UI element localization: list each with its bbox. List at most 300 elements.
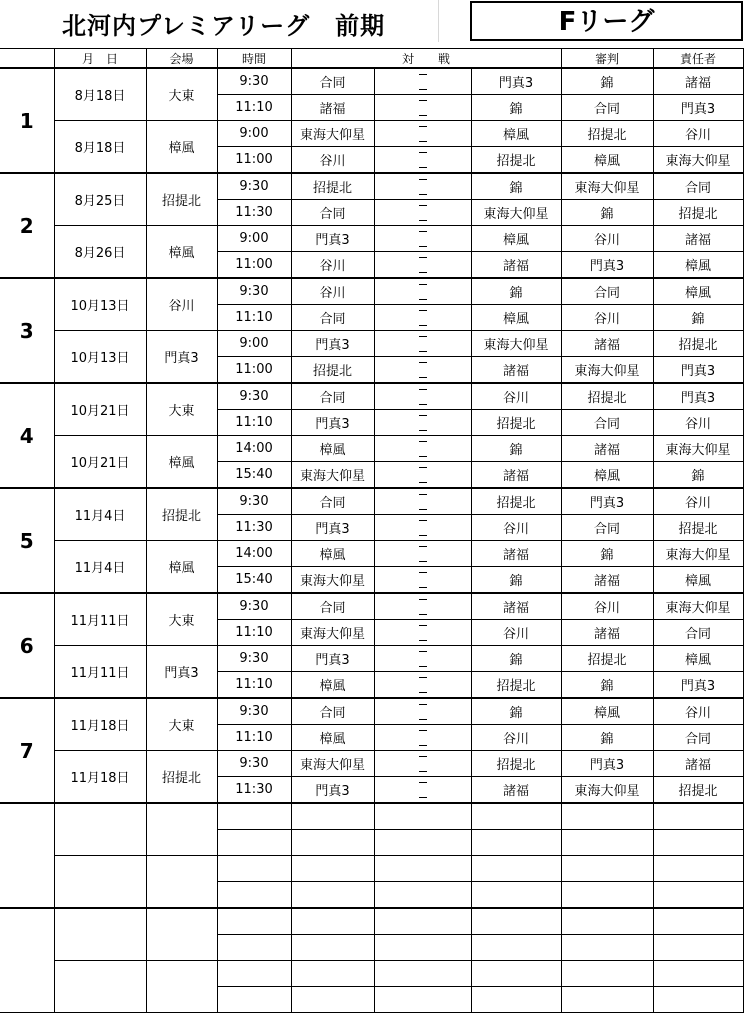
empty-responsible-cell: [653, 987, 743, 1013]
referee-team: 合同: [561, 95, 653, 121]
kickoff-time: 9:30: [217, 646, 291, 672]
header-round-cell: [0, 49, 54, 69]
match-date: 11月11日: [54, 646, 146, 699]
away-team: 諸福: [471, 252, 561, 279]
versus-mark-icon: [419, 362, 427, 378]
empty-venue-cell: [146, 961, 217, 1013]
versus-separator: [374, 777, 471, 804]
empty-home-cell: [291, 830, 374, 856]
venue: 大東: [146, 698, 217, 751]
referee-team: 樟風: [561, 698, 653, 725]
empty-home-cell: [291, 987, 374, 1013]
empty-away-cell: [471, 882, 561, 909]
responsible-team: 錦: [653, 462, 743, 489]
empty-date-cell: [54, 908, 146, 961]
empty-row: [0, 908, 743, 935]
venue: 谷川: [146, 278, 217, 331]
kickoff-time: 9:30: [217, 698, 291, 725]
empty-sep-cell: [374, 856, 471, 882]
kickoff-time: 11:30: [217, 200, 291, 226]
referee-team: 東海大仰星: [561, 357, 653, 384]
empty-time-cell: [217, 987, 291, 1013]
home-team: 門真3: [291, 515, 374, 541]
versus-separator: [374, 436, 471, 462]
away-team: 東海大仰星: [471, 200, 561, 226]
away-team: 諸福: [471, 462, 561, 489]
responsible-team: 谷川: [653, 410, 743, 436]
away-team: 招提北: [471, 488, 561, 515]
empty-home-cell: [291, 961, 374, 987]
round-number: 7: [0, 698, 54, 803]
away-team: 諸福: [471, 357, 561, 384]
away-team: 招提北: [471, 147, 561, 174]
versus-separator: [374, 410, 471, 436]
match-date: 11月4日: [54, 541, 146, 594]
kickoff-time: 9:00: [217, 226, 291, 252]
away-team: 錦: [471, 173, 561, 200]
schedule-table: [0, 48, 744, 1013]
referee-team: 東海大仰星: [561, 173, 653, 200]
empty-home-cell: [291, 803, 374, 830]
venue: 樟風: [146, 541, 217, 594]
home-team: 合同: [291, 593, 374, 620]
kickoff-time: 11:10: [217, 672, 291, 699]
referee-team: 門真3: [561, 252, 653, 279]
empty-sep-cell: [374, 830, 471, 856]
venue: 樟風: [146, 121, 217, 174]
header-date: 月 日: [54, 49, 146, 69]
kickoff-time: 15:40: [217, 462, 291, 489]
empty-responsible-cell: [653, 935, 743, 961]
table-row: [0, 541, 743, 567]
referee-team: 諸福: [561, 436, 653, 462]
referee-team: 招提北: [561, 646, 653, 672]
kickoff-time: 11:10: [217, 95, 291, 121]
versus-mark-icon: [419, 494, 427, 510]
home-team: 合同: [291, 305, 374, 331]
away-team: 諸福: [471, 541, 561, 567]
responsible-team: 東海大仰星: [653, 147, 743, 174]
empty-venue-cell: [146, 908, 217, 961]
empty-time-cell: [217, 961, 291, 987]
empty-date-cell: [54, 961, 146, 1013]
responsible-team: 諸福: [653, 68, 743, 95]
responsible-team: 門真3: [653, 383, 743, 410]
kickoff-time: 11:00: [217, 357, 291, 384]
venue: 大東: [146, 593, 217, 646]
versus-separator: [374, 541, 471, 567]
responsible-team: 谷川: [653, 121, 743, 147]
referee-team: 合同: [561, 410, 653, 436]
empty-date-cell: [54, 803, 146, 856]
away-team: 樟風: [471, 121, 561, 147]
responsible-team: 東海大仰星: [653, 436, 743, 462]
match-date: 10月13日: [54, 331, 146, 384]
home-team: 樟風: [291, 541, 374, 567]
match-date: 10月21日: [54, 383, 146, 436]
kickoff-time: 11:10: [217, 620, 291, 646]
versus-mark-icon: [419, 782, 427, 798]
home-team: 東海大仰星: [291, 121, 374, 147]
versus-mark-icon: [419, 231, 427, 247]
referee-team: 門真3: [561, 751, 653, 777]
home-team: 招提北: [291, 357, 374, 384]
empty-time-cell: [217, 908, 291, 935]
table-row: [0, 226, 743, 252]
empty-home-cell: [291, 856, 374, 882]
responsible-team: 谷川: [653, 488, 743, 515]
table-row: [0, 488, 743, 515]
referee-team: 招提北: [561, 121, 653, 147]
kickoff-time: 9:00: [217, 331, 291, 357]
table-row: [0, 68, 743, 95]
versus-mark-icon: [419, 651, 427, 667]
away-team: 錦: [471, 646, 561, 672]
referee-team: 樟風: [561, 147, 653, 174]
versus-separator: [374, 593, 471, 620]
empty-away-cell: [471, 935, 561, 961]
referee-team: 東海大仰星: [561, 777, 653, 804]
match-date: 8月26日: [54, 226, 146, 279]
empty-home-cell: [291, 908, 374, 935]
match-date: 10月21日: [54, 436, 146, 489]
responsible-team: 合同: [653, 725, 743, 751]
responsible-team: 谷川: [653, 698, 743, 725]
kickoff-time: 11:10: [217, 410, 291, 436]
referee-team: 合同: [561, 515, 653, 541]
empty-row: [0, 856, 743, 882]
header-responsible: 責任者: [653, 49, 743, 69]
versus-separator: [374, 173, 471, 200]
header-match: 対 戦: [291, 49, 561, 69]
empty-responsible-cell: [653, 908, 743, 935]
home-team: 東海大仰星: [291, 567, 374, 594]
venue: 樟風: [146, 436, 217, 489]
versus-mark-icon: [419, 599, 427, 615]
referee-team: 錦: [561, 725, 653, 751]
kickoff-time: 11:30: [217, 777, 291, 804]
match-date: 10月13日: [54, 278, 146, 331]
home-team: 諸福: [291, 95, 374, 121]
match-date: 8月18日: [54, 68, 146, 121]
away-team: 招提北: [471, 410, 561, 436]
empty-round-cell: [0, 908, 54, 1013]
empty-sep-cell: [374, 882, 471, 909]
away-team: 諸福: [471, 593, 561, 620]
versus-mark-icon: [419, 205, 427, 221]
versus-mark-icon: [419, 677, 427, 693]
away-team: 門真3: [471, 68, 561, 95]
versus-mark-icon: [419, 572, 427, 588]
versus-mark-icon: [419, 126, 427, 142]
versus-separator: [374, 95, 471, 121]
responsible-team: 諸福: [653, 751, 743, 777]
responsible-team: 樟風: [653, 646, 743, 672]
empty-away-cell: [471, 987, 561, 1013]
table-row: [0, 278, 743, 305]
home-team: 招提北: [291, 173, 374, 200]
header-referee: 審判: [561, 49, 653, 69]
versus-mark-icon: [419, 336, 427, 352]
versus-separator: [374, 725, 471, 751]
referee-team: 諸福: [561, 567, 653, 594]
responsible-team: 合同: [653, 620, 743, 646]
versus-mark-icon: [419, 730, 427, 746]
versus-mark-icon: [419, 441, 427, 457]
home-team: 門真3: [291, 410, 374, 436]
table-row: [0, 436, 743, 462]
versus-separator: [374, 672, 471, 699]
empty-referee-cell: [561, 961, 653, 987]
kickoff-time: 11:10: [217, 725, 291, 751]
empty-home-cell: [291, 882, 374, 909]
responsible-team: 門真3: [653, 95, 743, 121]
home-team: 門真3: [291, 646, 374, 672]
away-team: 招提北: [471, 672, 561, 699]
empty-referee-cell: [561, 856, 653, 882]
versus-separator: [374, 383, 471, 410]
table-row: [0, 121, 743, 147]
versus-separator: [374, 305, 471, 331]
kickoff-time: 11:00: [217, 147, 291, 174]
empty-referee-cell: [561, 882, 653, 909]
versus-mark-icon: [419, 284, 427, 300]
round-number: 3: [0, 278, 54, 383]
responsible-team: 門真3: [653, 672, 743, 699]
responsible-team: 招提北: [653, 331, 743, 357]
home-team: 谷川: [291, 252, 374, 279]
away-team: 諸福: [471, 777, 561, 804]
empty-sep-cell: [374, 908, 471, 935]
referee-team: 樟風: [561, 462, 653, 489]
versus-separator: [374, 620, 471, 646]
home-team: 合同: [291, 68, 374, 95]
empty-away-cell: [471, 961, 561, 987]
empty-responsible-cell: [653, 961, 743, 987]
match-date: 11月18日: [54, 698, 146, 751]
empty-time-cell: [217, 803, 291, 830]
referee-team: 錦: [561, 541, 653, 567]
versus-separator: [374, 278, 471, 305]
home-team: 樟風: [291, 725, 374, 751]
home-team: 門真3: [291, 777, 374, 804]
kickoff-time: 11:00: [217, 252, 291, 279]
empty-referee-cell: [561, 803, 653, 830]
versus-mark-icon: [419, 257, 427, 273]
responsible-team: 招提北: [653, 200, 743, 226]
round-number: 6: [0, 593, 54, 698]
table-row: [0, 331, 743, 357]
away-team: 谷川: [471, 620, 561, 646]
match-date: 11月11日: [54, 593, 146, 646]
referee-team: 錦: [561, 672, 653, 699]
round-number: 1: [0, 68, 54, 173]
round-number: 2: [0, 173, 54, 278]
empty-home-cell: [291, 935, 374, 961]
versus-separator: [374, 488, 471, 515]
empty-responsible-cell: [653, 856, 743, 882]
kickoff-time: 9:30: [217, 751, 291, 777]
responsible-team: 東海大仰星: [653, 541, 743, 567]
versus-separator: [374, 646, 471, 672]
empty-time-cell: [217, 830, 291, 856]
responsible-team: 樟風: [653, 567, 743, 594]
kickoff-time: 9:30: [217, 278, 291, 305]
table-row: [0, 173, 743, 200]
versus-separator: [374, 68, 471, 95]
venue: 門真3: [146, 646, 217, 699]
kickoff-time: 11:10: [217, 305, 291, 331]
table-row: [0, 593, 743, 620]
empty-sep-cell: [374, 803, 471, 830]
empty-time-cell: [217, 882, 291, 909]
page-title: 北河内プレミアリーグ 前期: [62, 11, 386, 40]
venue: 招提北: [146, 751, 217, 804]
versus-mark-icon: [419, 74, 427, 90]
empty-referee-cell: [561, 830, 653, 856]
responsible-team: 錦: [653, 305, 743, 331]
away-team: 樟風: [471, 305, 561, 331]
home-team: 東海大仰星: [291, 751, 374, 777]
responsible-team: 樟風: [653, 252, 743, 279]
referee-team: 諸福: [561, 620, 653, 646]
referee-team: 谷川: [561, 226, 653, 252]
away-team: 谷川: [471, 725, 561, 751]
empty-away-cell: [471, 830, 561, 856]
kickoff-time: 14:00: [217, 541, 291, 567]
versus-mark-icon: [419, 152, 427, 168]
home-team: 東海大仰星: [291, 462, 374, 489]
kickoff-time: 9:30: [217, 68, 291, 95]
referee-team: 招提北: [561, 383, 653, 410]
responsible-team: 合同: [653, 173, 743, 200]
empty-responsible-cell: [653, 803, 743, 830]
referee-team: 錦: [561, 68, 653, 95]
empty-row: [0, 961, 743, 987]
header-venue: 会場: [146, 49, 217, 69]
versus-separator: [374, 200, 471, 226]
empty-responsible-cell: [653, 830, 743, 856]
home-team: 合同: [291, 200, 374, 226]
away-team: 谷川: [471, 515, 561, 541]
away-team: 錦: [471, 278, 561, 305]
responsible-team: 諸福: [653, 226, 743, 252]
versus-mark-icon: [419, 415, 427, 431]
kickoff-time: 9:00: [217, 121, 291, 147]
responsible-team: 門真3: [653, 357, 743, 384]
referee-team: 谷川: [561, 593, 653, 620]
empty-away-cell: [471, 803, 561, 830]
responsible-team: 東海大仰星: [653, 593, 743, 620]
empty-responsible-cell: [653, 882, 743, 909]
venue: 大東: [146, 68, 217, 121]
versus-mark-icon: [419, 520, 427, 536]
away-team: 錦: [471, 436, 561, 462]
empty-referee-cell: [561, 908, 653, 935]
versus-separator: [374, 331, 471, 357]
home-team: 合同: [291, 698, 374, 725]
versus-separator: [374, 751, 471, 777]
empty-sep-cell: [374, 987, 471, 1013]
away-team: 錦: [471, 698, 561, 725]
home-team: 合同: [291, 383, 374, 410]
versus-mark-icon: [419, 389, 427, 405]
round-number: 5: [0, 488, 54, 593]
table-row: [0, 698, 743, 725]
away-team: 樟風: [471, 226, 561, 252]
away-team: 谷川: [471, 383, 561, 410]
kickoff-time: 9:30: [217, 173, 291, 200]
empty-referee-cell: [561, 935, 653, 961]
versus-mark-icon: [419, 179, 427, 195]
empty-sep-cell: [374, 935, 471, 961]
versus-mark-icon: [419, 756, 427, 772]
venue: 招提北: [146, 488, 217, 541]
versus-mark-icon: [419, 546, 427, 562]
referee-team: 諸福: [561, 331, 653, 357]
match-date: 11月18日: [54, 751, 146, 804]
venue: 招提北: [146, 173, 217, 226]
venue: 大東: [146, 383, 217, 436]
responsible-team: 招提北: [653, 515, 743, 541]
home-team: 樟風: [291, 436, 374, 462]
home-team: 合同: [291, 488, 374, 515]
match-date: 8月25日: [54, 173, 146, 226]
table-row: [0, 646, 743, 672]
responsible-team: 招提北: [653, 777, 743, 804]
kickoff-time: 15:40: [217, 567, 291, 594]
versus-separator: [374, 147, 471, 174]
kickoff-time: 9:30: [217, 593, 291, 620]
away-team: 招提北: [471, 751, 561, 777]
versus-separator: [374, 357, 471, 384]
league-label: Fリーグ: [470, 1, 743, 41]
table-row: [0, 383, 743, 410]
kickoff-time: 14:00: [217, 436, 291, 462]
home-team: 門真3: [291, 226, 374, 252]
versus-mark-icon: [419, 100, 427, 116]
versus-separator: [374, 121, 471, 147]
referee-team: 錦: [561, 200, 653, 226]
kickoff-time: 11:30: [217, 515, 291, 541]
empty-away-cell: [471, 856, 561, 882]
empty-referee-cell: [561, 987, 653, 1013]
versus-separator: [374, 226, 471, 252]
header-row: [0, 49, 743, 69]
home-team: 谷川: [291, 278, 374, 305]
versus-mark-icon: [419, 625, 427, 641]
kickoff-time: 9:30: [217, 488, 291, 515]
round-number: 4: [0, 383, 54, 488]
empty-away-cell: [471, 908, 561, 935]
empty-sep-cell: [374, 961, 471, 987]
empty-venue-cell: [146, 856, 217, 909]
empty-time-cell: [217, 935, 291, 961]
home-team: 谷川: [291, 147, 374, 174]
match-date: 8月18日: [54, 121, 146, 174]
empty-venue-cell: [146, 803, 217, 856]
away-team: 錦: [471, 95, 561, 121]
match-date: 11月4日: [54, 488, 146, 541]
kickoff-time: 9:30: [217, 383, 291, 410]
home-team: 樟風: [291, 672, 374, 699]
venue: 樟風: [146, 226, 217, 279]
home-team: 東海大仰星: [291, 620, 374, 646]
empty-time-cell: [217, 856, 291, 882]
header-time: 時間: [217, 49, 291, 69]
table-row: [0, 751, 743, 777]
versus-separator: [374, 567, 471, 594]
